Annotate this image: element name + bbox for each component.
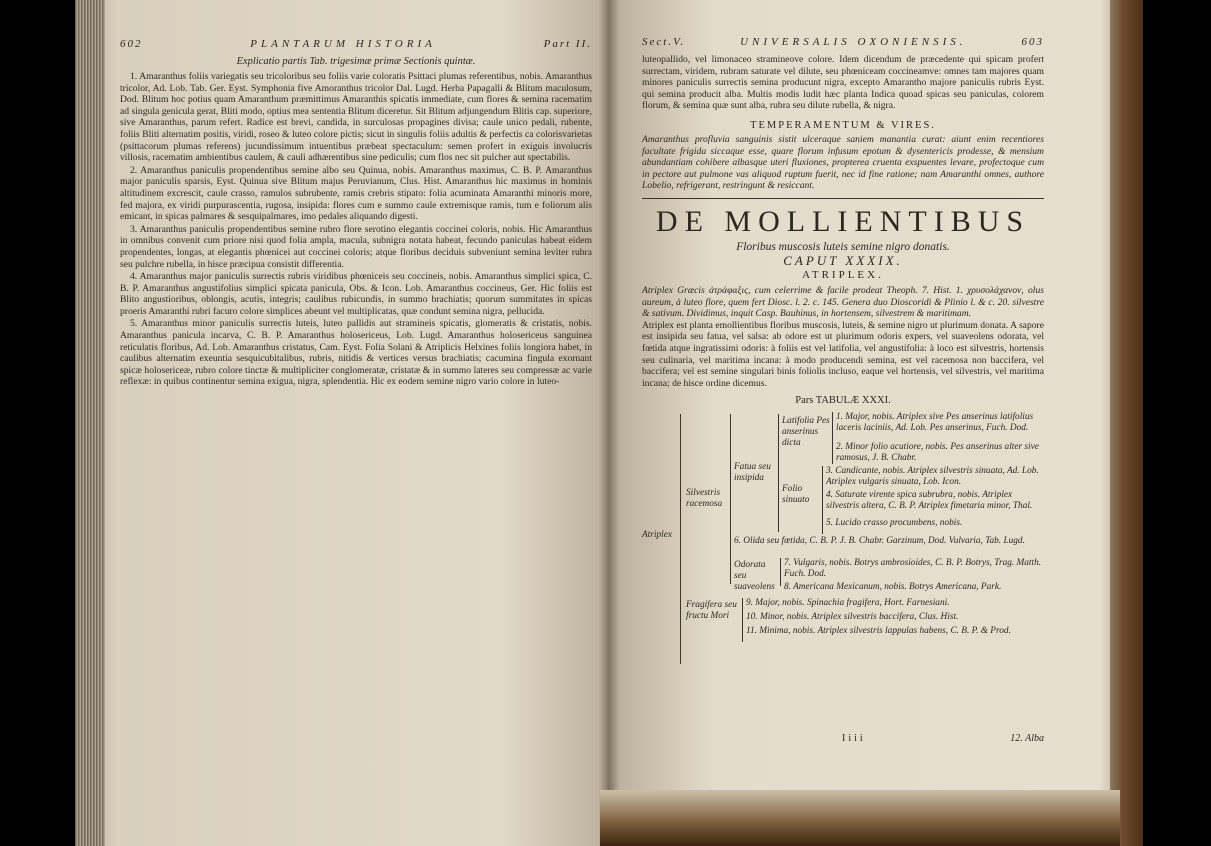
brace-latifolia <box>832 412 833 464</box>
tree-folio-sinuato: Folio sinuato <box>782 484 810 506</box>
tree-item-7: 7. Vulgaris, nobis. Botrys ambrosioides, C. B. P. Botrys, Trag. Matth. Fuch. Dod. <box>784 558 1042 580</box>
caput-heading: CAPUT XXXIX. <box>783 252 903 268</box>
brace-fragifera <box>742 598 743 642</box>
left-paragraph-4: 4. Amaranthus major paniculis surrectis rubris viridibus phœniceis seu coccineis, nobis. Amaranthus simplici spica, C. B. P. Amaranthus angustifolius simplici spicata panicula, Obs. & Icon. Lob. Amaranthus coccineus, Ger. Hic foliis est Blito angustioribus, oblongis, acutis, integris; caulibus rubicundis, in summo brachiatis; quorum summitates in spicas proeris Amaranthi rubri facuro colore simplices abeunt vel multiplicatas, quæ condunt semina nigra, pellucida. <box>120 271 592 317</box>
brace-fatua <box>778 414 779 532</box>
atriplex-heading: ATRIPLEX. <box>802 268 884 281</box>
tree-item-11: 11. Minima, nobis. Atriplex silvestris lappulas habens, C. B. P. & Prod. <box>746 626 1011 637</box>
left-paragraph-1: 1. Amaranthus foliis variegatis seu tricoloribus seu foliis varie coloratis Psittaci plumas referentibus, nobis. Amaranthus tricolor, Ad. Lob. Tab. Ger. Eyst. Symphonia five Amoranthus tricolor Dal. Lugd. Herba Papagalli & Blitum maculosum, Dod. Blitum hoc potius quam Amaranthum præmittimus Amaranthis spicatis immediate, cum flores & semina racematim ad singula genicula gerat, Bliti modo, optius mea sententia Blitum diceretur. Sit Blitum adjungendum Blitis cap. superiore, sive Amaranthus, parum refert. Radice est brevi, candida, in surculosas propagines divisa; caule unico pedali, rubente, foliis Bliti alternatim positis, viridi, roseo & luteo colore pictis; sicut in singulis foliis adultis & perfectis ca colorisvarietas (psittacorum plumas referens) jucundissimum intuentibus præbeat spectaculum: semen profert in exiguis involucris villosis, racematim ambientibus caulem, & cauli adhærentibus sine pediculis; cum flos nec sit pulcher aut spectabilis. <box>120 71 592 164</box>
book-bottom-shadow <box>600 790 1120 846</box>
left-paragraph-2: 2. Amaranthus paniculis propendentibus semine albo seu Quinua, nobis. Amaranthus maximus, C. B. P. Amaranthus major paniculis sparsis, Eyst. Quinua sive Blitum majus Peruvianum, Clus. Hist. Amaranthus hic maximus in hominis altitudinem excrescit, caule crasso, ramulos subrubente, ramis crebris stipato: folia acuminata Amaranthi minoris more, fed majora, ex viridi purpurascentia, rugosa, insipida: flores cum e summo caule extremisque ramis, tum e foliorum alis emicant, in spicas palmares & sesquipalmares, imo pedales aliquando digesti. <box>120 164 592 223</box>
tree-item-6: 6. Olida seu fœtida, C. B. P. J. B. Chabr. Garzinum, Dod. Vulvaria, Tab. Lugd. <box>734 536 1025 547</box>
right-running-head <box>642 36 1044 48</box>
temperamentum-text: Amaranthus profluvia sanguinis sistit ulceraque saniem manantia curat: aiunt enim recentiores facultate frigida siccaque esse, quare florum infusum epotum & dysentericis prodesse, & mensium abundantiam cohibere albasque uteri fluxiones, propterea cruenta exspuentes levare, profectoque cum in pectore aut pulmone vas aliquod ruptum fuerit, nec id fine ratione; nam Amaranthi omnes, authore Lobelio, refrigerant, restringunt & resiccant. <box>642 133 1044 192</box>
left-running-head <box>120 38 592 50</box>
temperamentum-heading: TEMPERAMENTUM & VIRES. <box>750 119 936 131</box>
left-caption: Explicatio partis Tab. trigesimæ primæ Sectionis quintæ. <box>236 56 476 67</box>
right-intro-text: luteopallido, vel limonaceo stramineove colore. Idem dicendum de præcedente qui spicam profert surrectam, viridem, rubram saturate vel dilute, seu phœniceam coccineamve: omnes tam majores quam minores paniculis surrectis semina producunt nigra, excepto Amarantho majore paniculis rubris Eyst. qui semina producit alba. Multis modis ludit hæc planta Indica quoad spicas seu paniculas, colorem florum, & semina quæ sunt alba, rubra seu dilute rubella, & nigra. <box>642 54 1044 112</box>
left-running-title: PLANTARUM HISTORIA <box>250 38 436 50</box>
tree-latifolia: Latifolia Pes anserinus dicta <box>782 416 830 449</box>
tree-silvestris: Silvestris racemosa <box>686 488 723 510</box>
right-page-number: 603 <box>1021 36 1044 48</box>
brace-odorata <box>780 558 781 586</box>
atriplex-body: Atriplex est planta emollientibus floribus muscosis, luteis, & semine nigro ut plurimum donata. A sapore est insipida seu fatua, vel salsa: ab odore est ut plurimum odoris expers, vel suaveolens odorata, vel fœtida atque ingratissimi odoris: à foliis est vel latifolia, vel angustifolia: à loco est silvestris, hortensis seu culinaria, vel maritima incana: à modo producendi semina, est vel racemosa non baccifera, vel baccifera; vel est semine singulari binis foliolis incluso, eaque vel hortensis, vel silvestris, vel maritima incana; de hisce ordine dicemus. <box>642 319 1044 389</box>
tree-item-2: 2. Minor folio acutiore, nobis. Pes anserinus alter sive ramosus, J. B. Chabr. <box>836 442 1039 464</box>
right-section: Sect.V. <box>642 36 686 48</box>
tree-item-5: 5. Lucido crasso procumbens, nobis. <box>826 518 963 529</box>
left-part: Part II. <box>543 38 592 50</box>
right-page <box>628 0 1058 760</box>
tree-item-4: 4. Saturate virente spica subrubra, nobis. Atriplex silvestris altera, C. B. P. Atriplex fimetaria minor, Thal. <box>826 490 1033 512</box>
right-footer <box>642 733 1044 744</box>
atriplex-intro: Atriplex Græcis ἀτράφαξις, cum celerrime & facile prodeat Theoph. 7. Hist. 1. χρυσολάχανον, olus aureum, à luteo flore, quem fert Diosc. l. 2. c. 145. Genera duo Dioscoridi & Plinio l. & c. 20. silvestre & sativum. Dividimus, inquit Casp. Bauhinus, in hortensem, silvestrem & maritimam. <box>642 284 1044 320</box>
signature-mark: Iiii <box>842 733 866 744</box>
table-title: Pars TABULÆ XXXI. <box>795 395 891 407</box>
tree-item-8: 8. Americana Mexicanum, nobis. Botrys Americana, Park. <box>784 582 1002 593</box>
classification-tree <box>642 410 1044 680</box>
tree-item-9: 9. Major, nobis. Spinachia fragifera, Hort. Farnesiani. <box>746 598 950 609</box>
tree-item-1: 1. Major, nobis. Atriplex sive Pes anserinus latifolius laceris laciniis, Ad. Lob. Pes anserinus, Fuch. Dod. <box>836 412 1034 434</box>
chapter-subtitle: Floribus muscosis luteis semine nigro donatis. <box>736 240 950 253</box>
tree-fragifera: Fragifera seu fructu Mori <box>686 600 737 622</box>
brace-sinuato <box>822 466 823 534</box>
tree-item-3: 3. Candicante, nobis. Atriplex silvestris sinuata, Ad. Lob. Atriplex vulgaris sinuata, Lob. Icon. <box>826 466 1039 488</box>
catchword: 12. Alba <box>1010 733 1044 744</box>
tree-item-10: 10. Minor, nobis. Atriplex silvestris baccifera, Clus. Hist. <box>746 612 959 623</box>
brace-root <box>680 414 681 664</box>
tree-odorata: Odorata seu suaveolens <box>734 560 775 593</box>
tree-fatua: Fatua seu insipida <box>734 462 771 484</box>
brace-silvestris <box>730 414 731 584</box>
right-running-title: UNIVERSALIS OXONIENSIS. <box>740 36 967 48</box>
chapter-title: DE MOLLIENTIBUS <box>655 204 1031 238</box>
left-page <box>100 0 610 800</box>
tree-root: Atriplex <box>642 530 672 541</box>
book-cover-right <box>1110 0 1143 846</box>
left-paragraph-5: 5. Amaranthus minor paniculis surrectis luteis, luteo pallidis aut stramineis spicatis, glomeratis & cristatis, nobis. Amaranthus panicula incarva, C. B. P. Amaranthus holosericeus, Lob. Lugd. Amaranthus holosericeus sanguinea reticulatis floribus, Ad. Lob. Amaranthus cristatus, Cam. Eyst. Folia Solani & Atriplicis Helxines foliis longiora habet, in caulibus alternatim exeuntia sesquicubitalibus, rubris, nitidis & vertices versus brachiatis; cacumina fingula exornant spicæ holosericeæ, rubro colore tinctæ & multipliciter conglomeratæ, cristatæ & in summo lateres seu compressæ ac varie reflexæ: in quibus continentur semina exigua, nigra, splendentia. Hic ex eodem semine nigro vario colore in luteo- <box>120 318 592 388</box>
left-page-number: 602 <box>120 38 143 50</box>
left-body <box>120 71 592 388</box>
section-rule <box>642 198 1044 199</box>
left-paragraph-3: 3. Amaranthus paniculis propendentibus semine rubro flore serotino elegantis coccinei coloris, nobis. Hic Amaranthus in omnibus convenit cum priore nisi quod folia ampla, macula, subnigra notata habeat, fecundo paniculas habeat eidem propendentes, longas, at elegantis phœnicei aut coccinei coloris; atque floribus deciduis subveniunt semina leviter rubra seu pulchre rubella, in hisce præcipua consistit differentia. <box>120 223 592 270</box>
